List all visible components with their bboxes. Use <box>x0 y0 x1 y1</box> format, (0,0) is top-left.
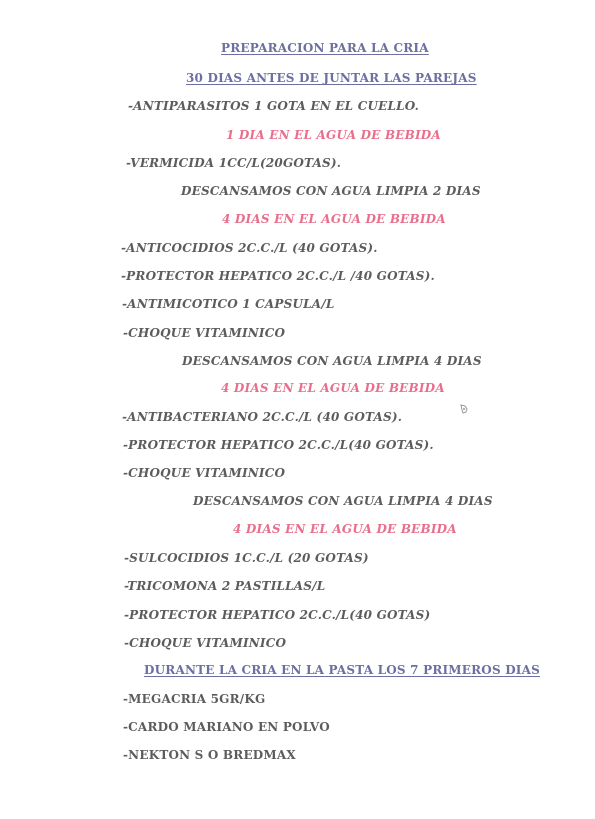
line-protector-hepatico-b: -PROTECTOR HEPATICO 2C.C./L(40 GOTAS). <box>123 438 434 452</box>
water-days-4-b: 4 DIAS EN EL AGUA DE BEBIDA <box>221 381 445 395</box>
line-choque-vitaminico-a: -CHOQUE VITAMINICO <box>123 326 286 340</box>
section-heading-30-dias: 30 DIAS ANTES DE JUNTAR LAS PAREJAS <box>186 71 477 85</box>
water-days-4-a: 4 DIAS EN EL AGUA DE BEBIDA <box>222 212 446 226</box>
water-days-4-c: 4 DIAS EN EL AGUA DE BEBIDA <box>233 522 457 536</box>
line-tricomona: -TRICOMONA 2 PASTILLAS/L <box>124 579 326 593</box>
line-antibacteriano: -ANTIBACTERIANO 2C.C./L (40 GOTAS). <box>122 410 403 424</box>
line-megacria: -MEGACRIA 5GR/KG <box>123 692 266 706</box>
rest-4-dias-b: DESCANSAMOS CON AGUA LIMPIA 4 DIAS <box>193 494 493 508</box>
section-heading-durante-la-cria: DURANTE LA CRIA EN LA PASTA LOS 7 PRIMEROS DIAS <box>144 663 541 677</box>
document-title: PREPARACION PARA LA CRIA <box>221 41 429 55</box>
rest-2-dias: DESCANSAMOS CON AGUA LIMPIA 2 DIAS <box>181 184 481 198</box>
rest-4-dias-a: DESCANSAMOS CON AGUA LIMPIA 4 DIAS <box>182 354 482 368</box>
line-antimicotico: -ANTIMICOTICO 1 CAPSULA/L <box>122 297 335 311</box>
line-nekton: -NEKTON S O BREDMAX <box>123 748 296 762</box>
line-choque-vitaminico-c: -CHOQUE VITAMINICO <box>124 636 287 650</box>
line-protector-hepatico-c: -PROTECTOR HEPATICO 2C.C./L(40 GOTAS) <box>124 608 431 622</box>
line-cardo-mariano: -CARDO MARIANO EN POLVO <box>123 720 330 734</box>
line-anticoccidios: -ANTICOCIDIOS 2C.C./L (40 GOTAS). <box>121 241 378 255</box>
smudge-mark-icon <box>458 403 470 415</box>
line-sulcocidios: -SULCOCIDIOS 1C.C./L (20 GOTAS) <box>124 551 369 565</box>
line-protector-hepatico-a: -PROTECTOR HEPATICO 2C.C./L /40 GOTAS). <box>121 269 435 283</box>
line-vermicida: -VERMICIDA 1CC/L(20GOTAS). <box>126 156 342 170</box>
line-choque-vitaminico-b: -CHOQUE VITAMINICO <box>123 466 286 480</box>
line-antiparasitos: -ANTIPARASITOS 1 GOTA EN EL CUELLO. <box>128 99 420 113</box>
water-days-1: 1 DIA EN EL AGUA DE BEBIDA <box>226 128 441 142</box>
